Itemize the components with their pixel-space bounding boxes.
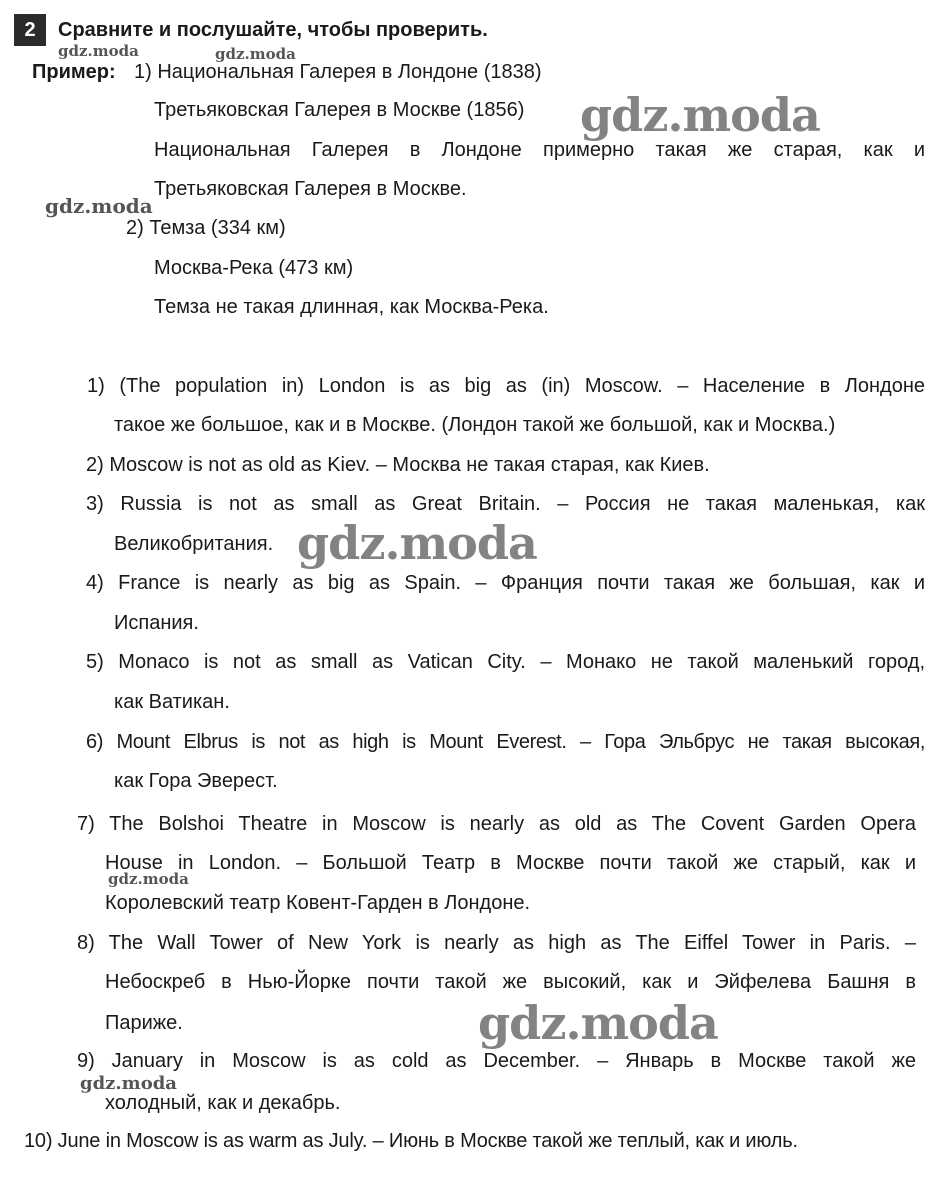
answer-line: 5) Monaco is not as small as Vatican City. – Монако не такой маленький город,	[86, 651, 925, 673]
answer-line: 8) The Wall Tower of New York is nearly as high as The Eiffel Tower in Paris. –	[77, 932, 916, 954]
answer-line: как Гора Эверест.	[114, 770, 278, 792]
answer-line: 4) France is nearly as big as Spain. – Франция почти такая же большая, как и	[86, 572, 925, 594]
answer-line: 10) June in Moscow is as warm as July. – Июнь в Москве такой же теплый, как и июль.	[24, 1130, 798, 1152]
answer-line: House in London. – Большой Театр в Москве почти такой же старый, как и	[105, 852, 916, 874]
watermark: gdz.moda	[108, 870, 189, 888]
example-line: 2) Темза (334 км)	[126, 217, 286, 239]
watermark: gdz.moda	[297, 516, 537, 570]
watermark: gdz.moda	[478, 996, 718, 1050]
answer-line: как Ватикан.	[114, 691, 230, 713]
answer-line: 7) The Bolshoi Theatre in Moscow is nearly as old as The Covent Garden Opera	[77, 813, 916, 835]
answer-line: 9) January in Moscow is as cold as December. – Январь в Москве такой же	[77, 1050, 916, 1072]
example-line: Темза не такая длинная, как Москва-Река.	[154, 296, 549, 318]
answer-line: Испания.	[114, 612, 199, 634]
example-label: Пример:	[32, 61, 116, 83]
answer-line: 6) Mount Elbrus is not as high is Mount Everest. – Гора Эльбрус не такая высокая,	[86, 731, 925, 753]
task-title: Сравните и послушайте, чтобы проверить.	[58, 19, 488, 41]
answer-line: Париже.	[105, 1012, 183, 1034]
example-line: Национальная Галерея в Лондоне примерно такая же старая, как и	[154, 139, 925, 161]
example-line: 1) Национальная Галерея в Лондоне (1838)	[134, 61, 542, 83]
answer-line: такое же большое, как и в Москве. (Лондон такой же большой, как и Москва.)	[114, 414, 836, 436]
watermark: gdz.moda	[58, 42, 139, 60]
answer-line: Великобритания.	[114, 533, 274, 555]
answer-line: Королевский театр Ковент-Гарден в Лондоне.	[105, 892, 531, 914]
task-number-badge: 2	[14, 14, 46, 46]
watermark: gdz.moda	[45, 194, 153, 218]
answer-line: Небоскреб в Нью-Йорке почти такой же высокий, как и Эйфелева Башня в	[105, 971, 916, 993]
watermark: gdz.moda	[580, 88, 820, 142]
answer-line: 2) Moscow is not as old as Kiev. – Москва не такая старая, как Киев.	[86, 454, 710, 476]
watermark: gdz.moda	[80, 1073, 177, 1094]
example-line: Москва-Река (473 км)	[154, 257, 354, 279]
example-line: Третьяковская Галерея в Москве (1856)	[154, 99, 525, 121]
answer-line: 3) Russia is not as small as Great Britain. – Россия не такая маленькая, как	[86, 493, 925, 515]
example-line: Третьяковская Галерея в Москве.	[154, 178, 467, 200]
watermark: gdz.moda	[215, 45, 296, 63]
answer-line: 1) (The population in) London is as big as (in) Moscow. – Население в Лондоне	[87, 375, 925, 397]
answer-line: холодный, как и декабрь.	[105, 1092, 341, 1114]
